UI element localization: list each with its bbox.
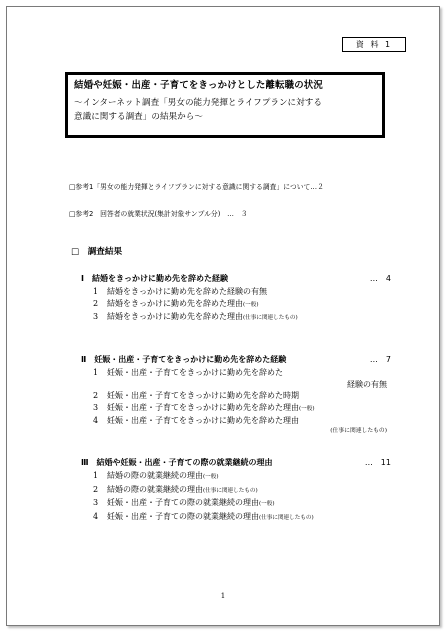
list-item-note: (仕事に関連したもの) <box>330 427 387 434</box>
section-heading <box>81 273 391 285</box>
section-1 <box>81 273 391 325</box>
document-subtitle <box>74 96 376 124</box>
subtitle-line: 意識に関する調査」の結果から～ <box>74 112 203 122</box>
list-item: 2 妊娠・出産・子育てをきっかけに勤め先を辞めた時期 <box>93 391 299 401</box>
document-page <box>6 6 440 626</box>
list-item: 4 妊娠・出産・子育てをきっかけに勤め先を辞めた理由 <box>93 416 299 426</box>
section-2 <box>81 354 391 436</box>
section-title: Ⅰ 結婚をきっかけに勤め先を辞めた経験 <box>81 274 228 283</box>
section-3 <box>81 457 391 524</box>
reference-2: □参考2 回答者の就業状況(集計対象サンプル分) … ３ <box>69 210 248 218</box>
document-title: 結婚や妊娠・出産・子育てをきっかけとした離転職の状況 <box>74 80 323 91</box>
list-item: 3 妊娠・出産・子育ての際の就業継続の理由(一般) <box>93 498 275 508</box>
list-item: 2 結婚の際の就業継続の理由(仕事に関連したもの) <box>93 484 258 494</box>
list-item: 2 結婚をきっかけに勤め先を辞めた理由(一般) <box>93 298 259 308</box>
page-number: 1 <box>220 592 226 600</box>
document-label: 資 料 1 <box>342 37 406 52</box>
list-item: 4 妊娠・出産・子育ての際の就業継続の理由(仕事に関連したもの) <box>93 511 314 521</box>
section-heading <box>81 354 391 366</box>
list-item: 1 結婚の際の就業継続の理由(一般) <box>93 471 219 480</box>
section-heading <box>81 457 391 469</box>
list-item: 3 妊娠・出産・子育てをきっかけに勤め先を辞めた理由(一般) <box>93 402 315 412</box>
list-item-continuation: 経験の有無 <box>347 379 387 389</box>
list-item: 1 妊娠・出産・子育てをきっかけに勤め先を辞めた <box>93 368 283 377</box>
subtitle-line: ～インターネット調査「男女の能力発揮とライフプランに対する <box>74 98 322 108</box>
reference-1: □参考1「男女の能力発揮とライフプランに対する意識に関する調査」について…２ <box>69 183 324 191</box>
section-title: Ⅲ 結婚や妊娠・出産・子育ての際の就業継続の理由 <box>81 458 273 467</box>
list-item: 3 結婚をきっかけに勤め先を辞めた理由(仕事に関連したもの) <box>93 312 298 322</box>
page-reference: … 11 <box>364 458 391 467</box>
page-reference: … 7 <box>369 355 391 364</box>
results-heading: □ 調査結果 <box>71 247 123 257</box>
title-box <box>65 72 385 138</box>
list-item: 1 結婚をきっかけに勤め先を辞めた経験の有無 <box>93 287 267 296</box>
section-title: Ⅱ 妊娠・出産・子育てをきっかけに勤め先を辞めた経験 <box>81 355 287 364</box>
page-reference: … 4 <box>369 274 391 283</box>
